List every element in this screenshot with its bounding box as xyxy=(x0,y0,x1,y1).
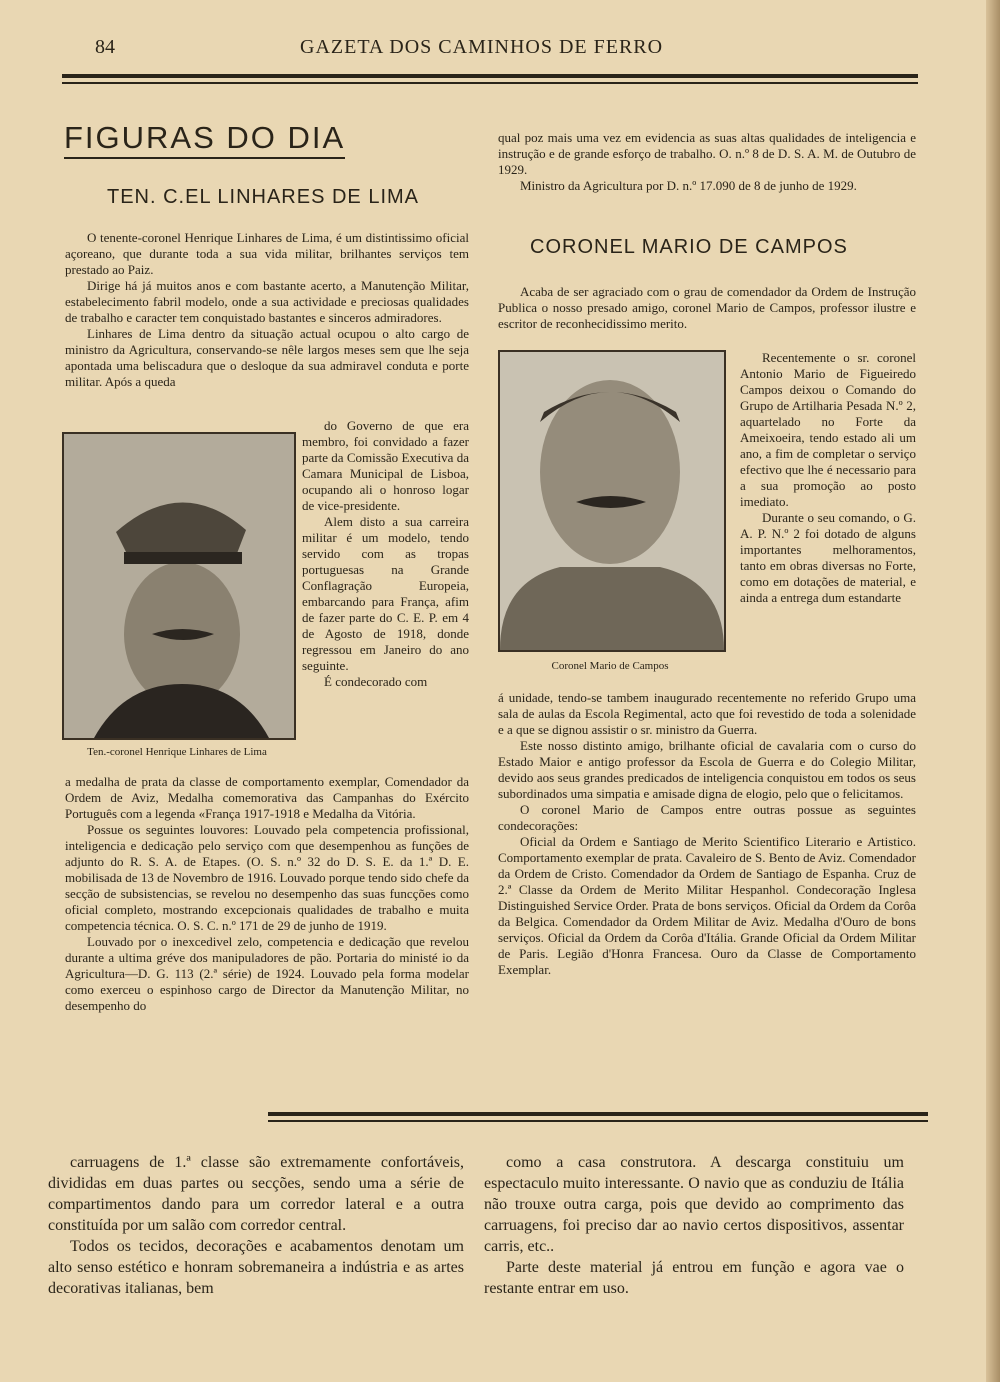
paragraph: Louvado por o inexcedivel zelo, competencia e dedicação que revelou durante a ultima gréve dos manipuladores de pão. Portaria do ministé io da Agricultura—D. G. 113 (2.ª série) de 1924. Louvado pela forma modelar como exerceu o espinhoso cargo de Director da Manutenção Militar, no desempenho do xyxy=(65,934,469,1013)
article-title-linhares: TEN. C.EL LINHARES DE LIMA xyxy=(107,186,419,208)
paragraph: a medalha de prata da classe de comportamento exemplar, Comendador da Ordem de Aviz, Medalha comemorativa das Campanhas do Exército Português com a legenda «França 1917-1918 e Medalha da Vitória. xyxy=(65,774,469,821)
bottom-left-column xyxy=(48,1152,464,1299)
paragraph: Dirige há já muitos anos e com bastante acerto, a Manutenção Militar, estabelecimento fabril modelo, onde a sua actividade e preciosas qualidades de trabalho e caracter tem conquistado bastantes e sinceros admiradores. xyxy=(65,278,469,325)
paragraph: do Governo de que era membro, foi convidado a fazer parte da Comissão Executiva da Camara Municipal de Lisboa, ocupando ali o honroso logar de vice-presidente. xyxy=(302,418,469,513)
campos-wrap xyxy=(740,350,916,606)
linhares-wrap xyxy=(302,418,469,690)
paragraph: Alem disto a sua carreira militar é um modelo, tendo servido com as tropas portuguesas na Grande Conflagração Europeia, embarcando para França, afim de fazer parte do C. E. P. em 4 de Agosto de 1918, donde regressou em Janeiro do ano seguinte. xyxy=(302,514,469,673)
header-rule-thin xyxy=(62,82,918,84)
paragraph: Linhares de Lima dentro da situação actual ocupou o alto cargo de ministro da Agricultura, conservando-se nêle largos meses sem que lhe seja apontada uma beliscadura que o desloque da sua admiravel conduta e porte militar. Após a queda xyxy=(65,326,469,389)
paragraph: como a casa construtora. A descarga constituiu um espectaculo muito interessante. O navio que as conduziu de Itália não trouxe outra carga, pois que devido ao comprimento das carruagens, foi preciso dar ao navio certos dispositivos, assentar carris, etc.. xyxy=(484,1154,904,1255)
photo-linhares-de-lima xyxy=(62,432,296,740)
campos-continued xyxy=(498,690,916,978)
linhares-continued xyxy=(65,774,469,1014)
paragraph: Oficial da Ordem e Santiago de Merito Scientifico Literario e Artistico. Comportamento exemplar de prata. Cavaleiro de S. Bento de Aviz. Comendador da Ordem de Cristo. Comendador da Ordem de Santiago de Espanha. Cruz de 2.ª Classe da Ordem de Merito Militar Hespanhol. Condecoração Inglesa Distinguished Service Order. Prata de bons serviços. Oficial da Ordem da Corôa da Belgica. Comendador da Ordem Militar de Aviz. Medalha d'Ouro de bons serviços. Oficial da Ordem da Corôa d'Itália. Grande Oficial da Ordem Militar de Paris. Legião d'Honra Francesa. Ouro da Classe de Comportamento Exemplar. xyxy=(498,834,916,977)
section-title: FIGURAS DO DIA xyxy=(64,120,345,156)
paragraph: carruagens de 1.ª classe são extremamente confortáveis, divididas em duas partes ou secções, sendo uma a série de compartimentos dando para um corredor lateral e a outra constituída por um salão com corredor central. xyxy=(48,1154,464,1234)
campos-intro xyxy=(498,284,916,332)
paragraph: Durante o seu comando, o G. A. P. N.º 2 foi dotado de alguns importantes melhoramentos, tanto em obras diversas no Forte, como em dotações de material, e ainda a entrega dum estandarte xyxy=(740,510,916,605)
paragraph: qual poz mais uma vez em evidencia as suas altas qualidades de inteligencia e instrução e de grande esforço de trabalho. O. n.º 8 de D. S. A. M. de Outubro de 1929. xyxy=(498,130,916,177)
paragraph: O tenente-coronel Henrique Linhares de Lima, é um distintissimo oficial açoreano, que durante toda a sua vida militar, brilhantes serviços tem prestado ao Paiz. xyxy=(65,230,469,277)
portrait-image xyxy=(64,434,294,738)
photo-caption-linhares: Ten.-coronel Henrique Linhares de Lima xyxy=(87,746,267,758)
journal-title: GAZETA DOS CAMINHOS DE FERRO xyxy=(300,36,664,58)
linhares-intro xyxy=(65,230,469,390)
paragraph: Este nosso distinto amigo, brilhante oficial de cavalaria com o curso do Estado Maior e antigo professor da Escola de Guerra e do Colegio Militar, devido aos seus grandes predicados de inteligencia conquistou em todos os seus subordinados uma simpatia e amisade digna de elogio, pelo que o felicitamos. xyxy=(498,738,916,801)
page-number: 84 xyxy=(95,36,115,58)
paragraph: á unidade, tendo-se tambem inaugurado recentemente no referido Grupo uma sala de aulas da Escola Regimental, acto que foi revestido de toda a solenidade e a que se dignou assistir o sr. ministro da Guerra. xyxy=(498,690,916,737)
paragraph: Parte deste material já entrou em função e agora vae o restante entrar em uso. xyxy=(484,1259,904,1297)
bottom-right-column xyxy=(484,1152,904,1299)
paragraph: É condecorado com xyxy=(324,674,428,689)
photo-mario-de-campos xyxy=(498,350,726,652)
photo-caption-campos: Coronel Mario de Campos xyxy=(551,660,669,672)
paragraph: Ministro da Agricultura por D. n.º 17.090 de 8 de junho de 1929. xyxy=(520,178,857,193)
paragraph: Todos os tecidos, decorações e acabamentos denotam um alto senso estético e honram sobremaneira a indústria e as artes decorativas italianas, bem xyxy=(48,1238,464,1297)
article-title-campos: CORONEL MARIO DE CAMPOS xyxy=(530,236,848,258)
paragraph: Possue os seguintes louvores: Louvado pela competencia profissional, inteligencia e dedicação pelo serviço com que desempenhou as funções de adjunto do R. S. A. de Etapes. (O. S. n.º 32 do D. S. E. da 1.ª D. E. mobilisada de 13 de Novembro de 1916. Louvado porque tendo sido chefe da secção de subsistencias, se revelou no desempenho das suas funcções como oficial completo, mostrando excepcionais qualidades de trabalho e muita competencia técnica. O. S. C. n.º 171 de 29 de junho de 1919. xyxy=(65,822,469,933)
paragraph: Recentemente o sr. coronel Antonio Mario de Figueiredo Campos deixou o Comando do Grupo de Artilharia Pesada N.º 2, aquartelado no Forte da Ameixoeira, tendo estado ali um ano, a fim de completar o serviço efectivo que lhe é necessario para a sua promoção ao posto imediato. xyxy=(740,350,916,509)
section-divider-thin xyxy=(268,1120,928,1122)
linhares-end xyxy=(498,130,916,194)
paragraph: Acaba de ser agraciado com o grau de comendador da Ordem de Instrução Publica o nosso presado amigo, coronel Mario de Campos, professor ilustre e escritor de reconhecidissimo merito. xyxy=(498,284,916,331)
paragraph: O coronel Mario de Campos entre outras possue as seguintes condecorações: xyxy=(498,802,916,833)
portrait-image xyxy=(500,352,724,650)
page-edge xyxy=(986,0,1000,1382)
section-divider xyxy=(268,1112,928,1116)
header-rule xyxy=(62,74,918,78)
